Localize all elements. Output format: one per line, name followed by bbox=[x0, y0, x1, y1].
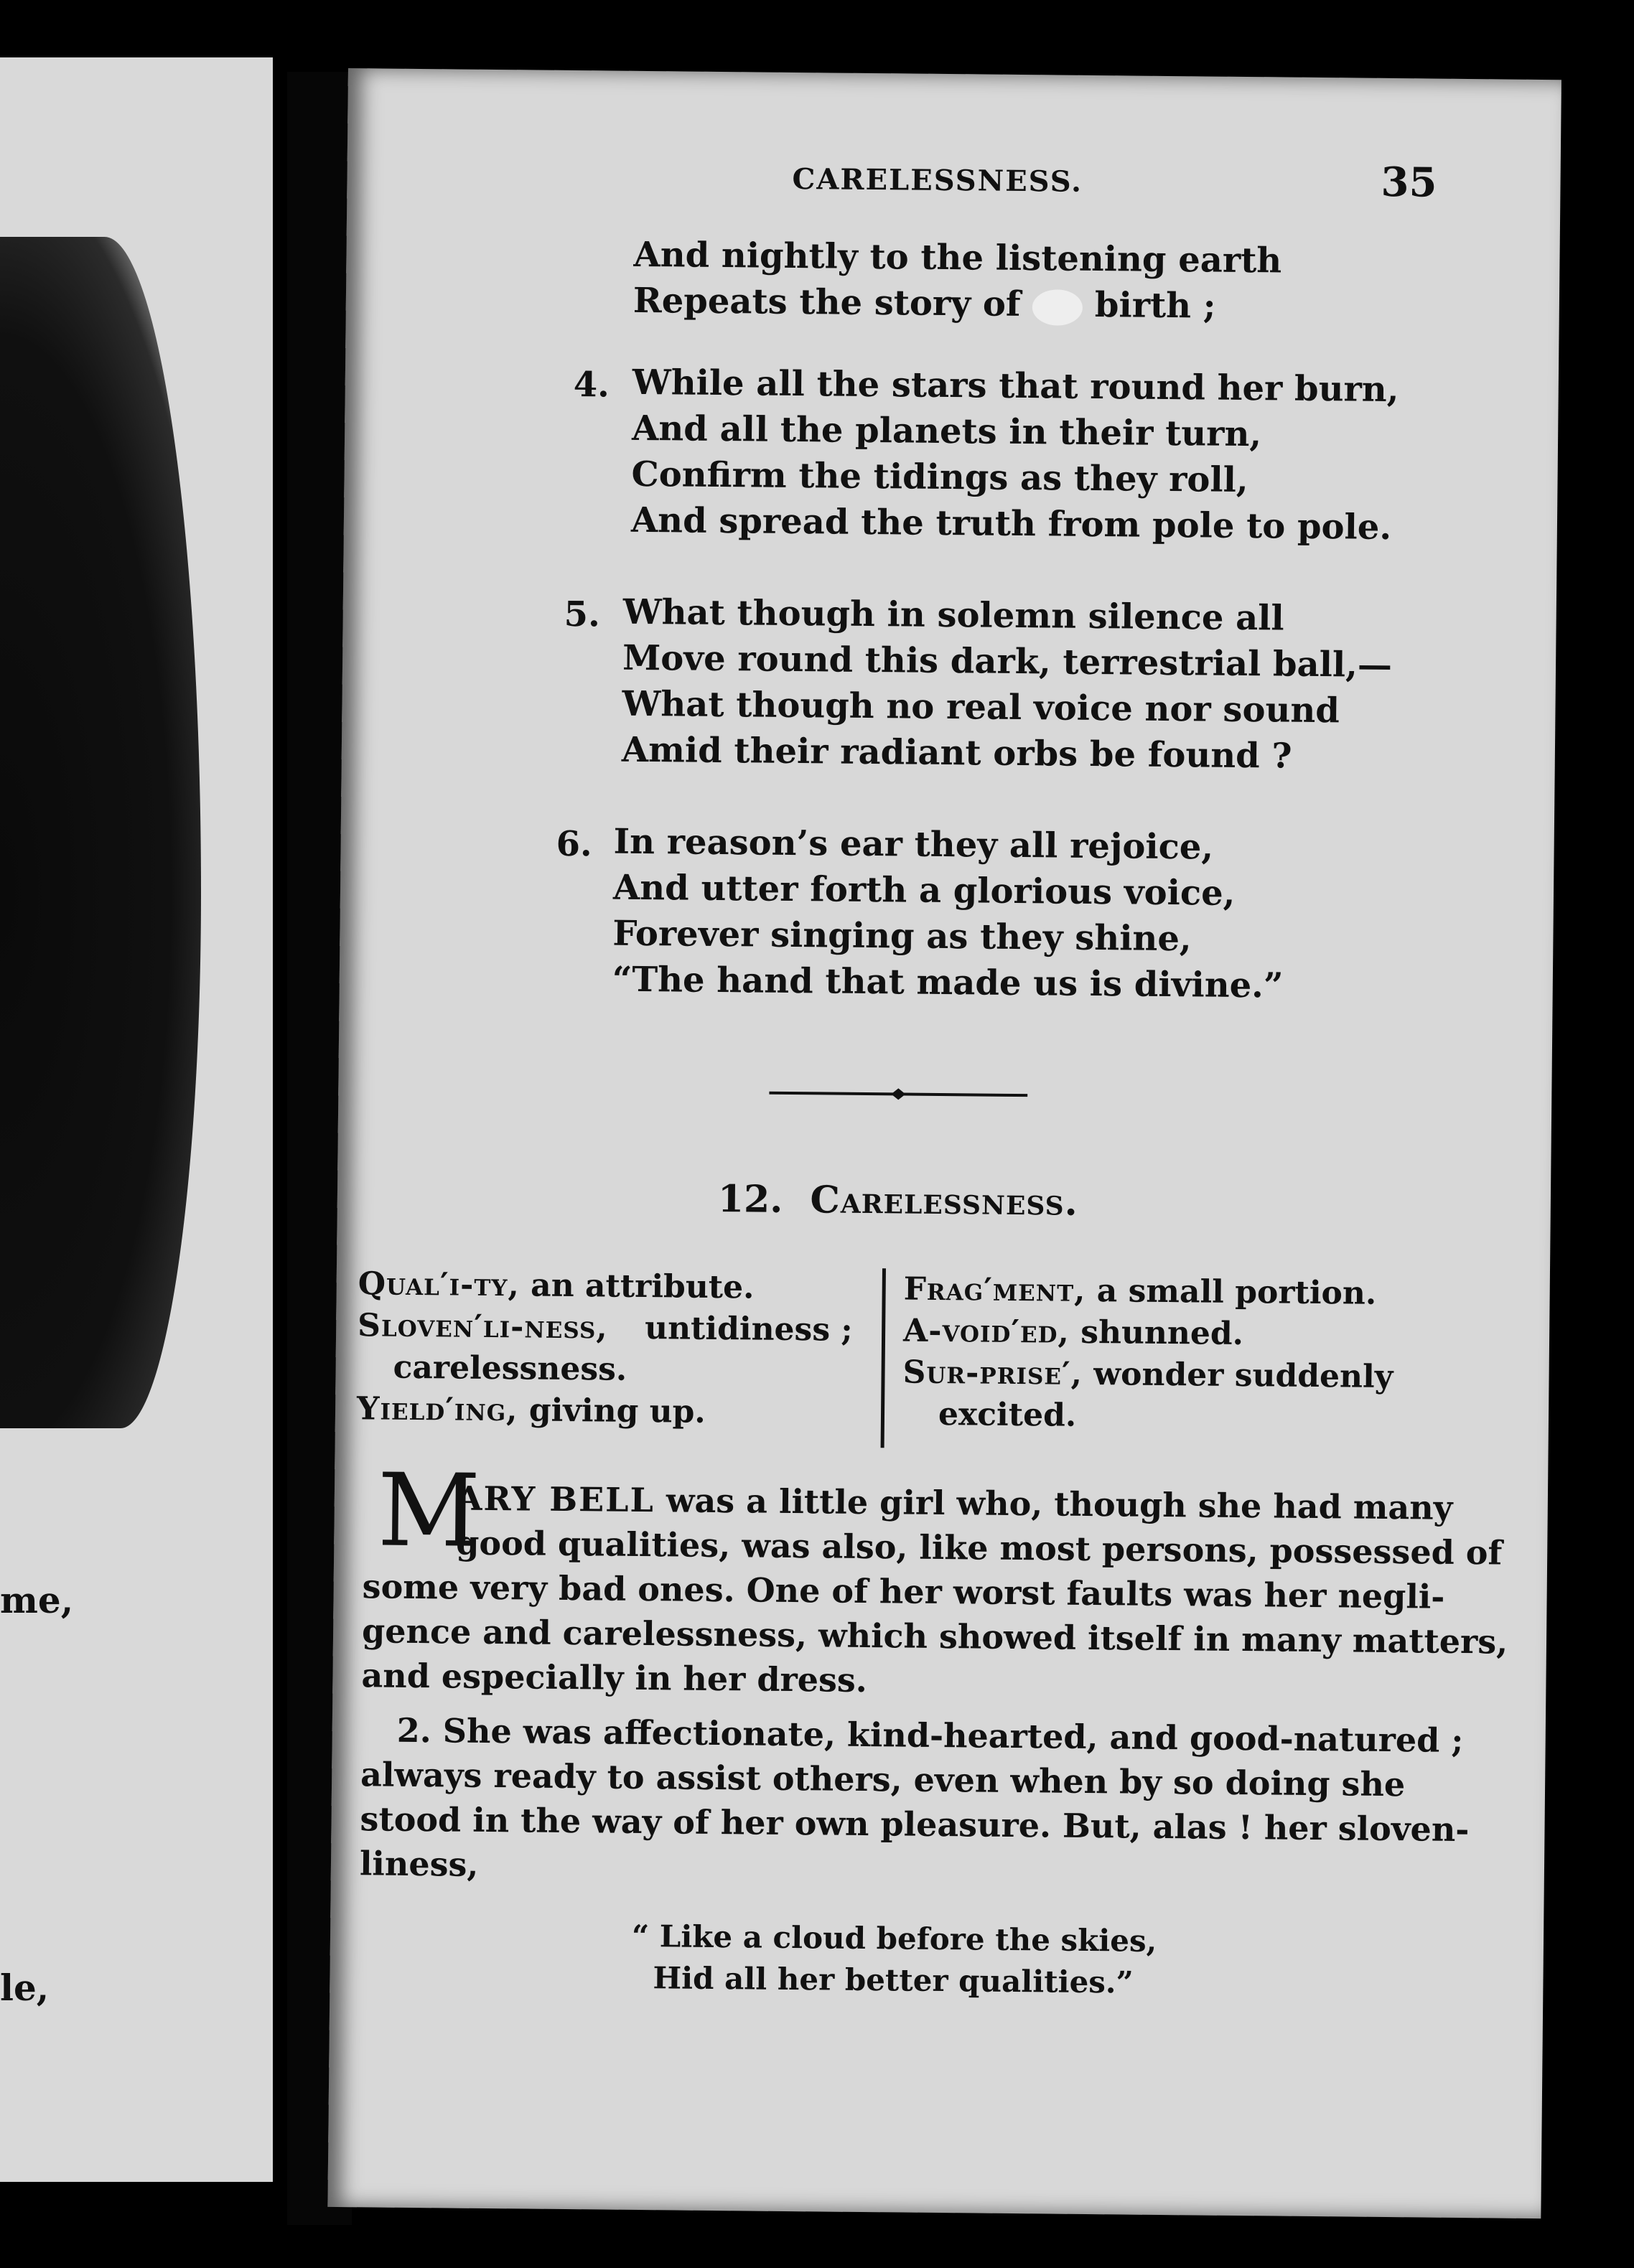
body-line: stood in the way of her own pleasure. But, alas ! her sloven- bbox=[360, 1799, 1470, 1850]
vocabulary-definition: giving up. bbox=[528, 1392, 706, 1430]
lead-words: ARY BELL bbox=[456, 1479, 655, 1520]
vocabulary-definition: an attribute. bbox=[530, 1267, 755, 1306]
engraving-illustration bbox=[0, 237, 201, 1428]
vocabulary-entry bbox=[393, 1349, 627, 1388]
vocabulary-definition: untidiness ; bbox=[644, 1310, 853, 1349]
book-page bbox=[327, 68, 1561, 2218]
vocabulary-entry bbox=[903, 1270, 1377, 1312]
vocabulary-definition: shunned. bbox=[1080, 1313, 1244, 1353]
poem-line-part: Repeats the story of bbox=[632, 280, 1021, 325]
vocabulary-word: Frag′ment, bbox=[903, 1270, 1086, 1309]
body-line bbox=[456, 1479, 1453, 1527]
poem-line: And all the planets in their turn, bbox=[631, 408, 1262, 455]
poem-line bbox=[632, 280, 1216, 327]
vocabulary-definition: excited. bbox=[938, 1395, 1077, 1434]
poem-line: In reason’s ear they all rejoice, bbox=[613, 821, 1214, 868]
vocabulary-definition: wonder suddenly bbox=[1093, 1356, 1393, 1396]
body-line-text: was a little girl who, though she had many bbox=[666, 1481, 1453, 1527]
body-line: always ready to assist others, even when by so doing she bbox=[360, 1755, 1406, 1804]
stanza-number: 6. bbox=[556, 823, 593, 865]
column-divider bbox=[881, 1268, 886, 1448]
vocabulary-entry bbox=[357, 1307, 853, 1349]
quote-line: “ Like a cloud before the skies, bbox=[631, 1918, 1157, 1959]
section-heading: Carelessness. bbox=[810, 1178, 1079, 1224]
section-title bbox=[718, 1177, 1078, 1224]
body-line: some very bad ones. One of her worst faults was her negli- bbox=[362, 1567, 1445, 1616]
poem-line-part: birth ; bbox=[1094, 284, 1216, 327]
poem-line: And nightly to the listening earth bbox=[633, 234, 1282, 281]
vocabulary-word: A-void′ed, bbox=[902, 1312, 1070, 1351]
body-line: 2. She was affectionate, kind-hearted, and good-natured ; bbox=[396, 1710, 1464, 1761]
vocabulary-entry bbox=[356, 1390, 706, 1430]
vocabulary-entry bbox=[902, 1354, 1393, 1396]
stanza-number: 5. bbox=[564, 594, 601, 635]
poem-line: What though no real voice nor sound bbox=[622, 683, 1340, 731]
poem-line: “The hand that made us is divine.” bbox=[612, 959, 1284, 1006]
vocabulary-definition: carelessness. bbox=[393, 1349, 627, 1388]
paper-damage bbox=[1032, 289, 1083, 326]
previous-page-fragment: le, bbox=[0, 1967, 50, 2009]
body-line: liness, bbox=[359, 1844, 479, 1884]
poem-line: What though in solemn silence all bbox=[622, 591, 1284, 639]
vocabulary-word: Sur-prise′, bbox=[902, 1354, 1083, 1392]
previous-page-fragment: me, bbox=[0, 1579, 74, 1621]
page-number: 35 bbox=[1381, 158, 1437, 207]
vocabulary-entry bbox=[938, 1395, 1077, 1434]
body-line: gence and carelessness, which showed itself in many matters, bbox=[361, 1611, 1508, 1662]
poem-line: While all the stars that round her burn, bbox=[632, 362, 1399, 411]
body-line: good qualities, was also, like most persons, possessed of bbox=[456, 1523, 1503, 1573]
vocabulary-word: Yield′ing, bbox=[356, 1390, 518, 1429]
poem-line: And utter forth a glorious voice, bbox=[612, 867, 1236, 914]
ornamental-rule bbox=[769, 1086, 1027, 1102]
vocabulary-entry bbox=[902, 1312, 1244, 1353]
running-head: CARELESSNESS. bbox=[792, 161, 1083, 199]
vocabulary-entry bbox=[358, 1265, 755, 1306]
poem-line: Move round this dark, terrestrial ball,— bbox=[622, 637, 1393, 685]
section-number: 12. bbox=[717, 1177, 783, 1222]
vocabulary-word: Sloven′li-ness, bbox=[357, 1307, 609, 1346]
quote-line: Hid all her better qualities.” bbox=[653, 1960, 1134, 2000]
poem-line: And spread the truth from pole to pole. bbox=[630, 500, 1392, 548]
poem-line: Amid their radiant orbs be found ? bbox=[621, 729, 1292, 777]
poem-line: Confirm the tidings as they roll, bbox=[631, 454, 1248, 501]
stanza-number: 4. bbox=[573, 365, 610, 406]
vocabulary-word: Qual′i-ty, bbox=[358, 1265, 520, 1304]
poem-line: Forever singing as they shine, bbox=[612, 913, 1192, 960]
body-line: and especially in her dress. bbox=[361, 1656, 868, 1700]
drop-cap: M bbox=[376, 1452, 481, 1570]
vocabulary-definition: a small portion. bbox=[1096, 1273, 1377, 1312]
